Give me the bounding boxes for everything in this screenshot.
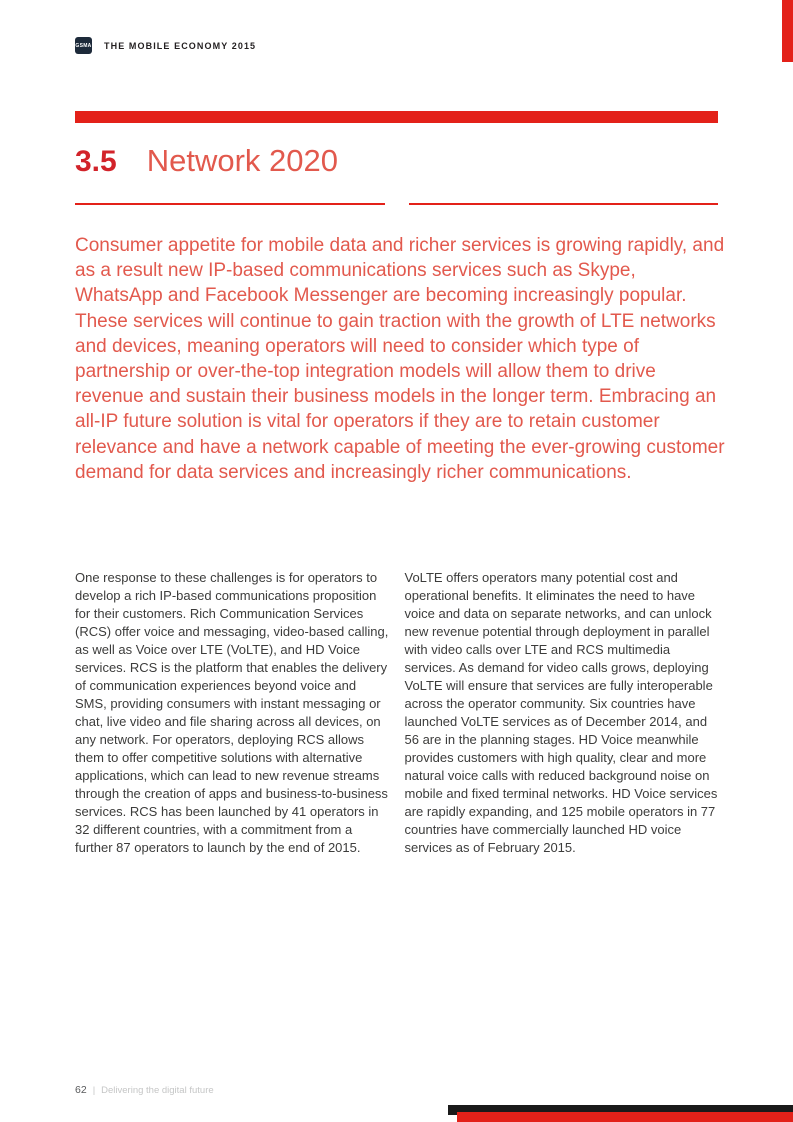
footer-tagline: Delivering the digital future [101,1085,214,1096]
lead-paragraph: Consumer appetite for mobile data and richer services is growing rapidly, and as a result new IP-based communications services such as Skype, WhatsApp and Facebook Messenger are becoming increasingly popular. These services will continue to gain traction with the growth of LTE networks and devices, meaning operators will need to consider which type of partnership or over-the-top integration models will allow them to drive revenue and sustain their business models in the longer term. Embracing an all-IP future solution is vital for operators if they are to retain customer relevance and have a network capable of meeting the ever-growing customer demand for data services and increasingly richer communications. [75,235,725,483]
body-column-right: VoLTE offers operators many potential cost and operational benefits. It eliminates the need to have voice and data on separate networks, and can unlock new revenue potential through deployment in parallel with video calls over LTE and RCS multimedia services. As demand for video calls grows, deploying VoLTE will ensure that services are fully interoperable across the operator community. Six countries have launched VoLTE services as of December 2014, and 56 are in the planning stages. HD Voice meanwhile provides customers with high quality, clear and more natural voice calls with reduced background noise on mobile and fixed terminal networks. HD Voice services are rapidly expanding, and 125 mobile operators in 77 countries have commercially launched HD voice services as of February 2015. [404,570,718,855]
page-footer [75,1084,214,1096]
report-title: THE MOBILE ECONOMY 2015 [104,40,257,51]
heading-rules [75,203,718,205]
bottom-red-bar [457,1112,793,1122]
top-right-red-stripe [782,0,793,62]
page-header [75,37,256,54]
page-number: 62 [75,1084,87,1096]
heading-rule-left [75,203,385,205]
footer-separator: | [92,1085,96,1096]
section-top-bar [75,111,718,123]
section-title: Network 2020 [146,143,338,178]
section-number: 3.5 [75,145,117,178]
body-columns [75,569,718,857]
gsma-logo: GSMA [75,37,92,54]
heading-rule-right [409,203,719,205]
body-column-left: One response to these challenges is for operators to develop a rich IP-based communications proposition for their customers. Rich Communication Services (RCS) offer voice and messaging, video-based calling, as well as Voice over LTE (VoLTE), and HD Voice services. RCS is the platform that enables the delivery of communication experiences beyond voice and SMS, providing consumers with instant messaging or chat, live video and file sharing across all devices, on any network. For operators, deploying RCS allows them to offer competitive solutions with alternative applications, which can lead to new revenue streams through the creation of apps and business-to-business services. RCS has been launched by 41 operators in 32 different countries, with a commitment from a further 87 operators to launch by the end of 2015. [75,570,389,855]
section-heading [75,143,338,179]
